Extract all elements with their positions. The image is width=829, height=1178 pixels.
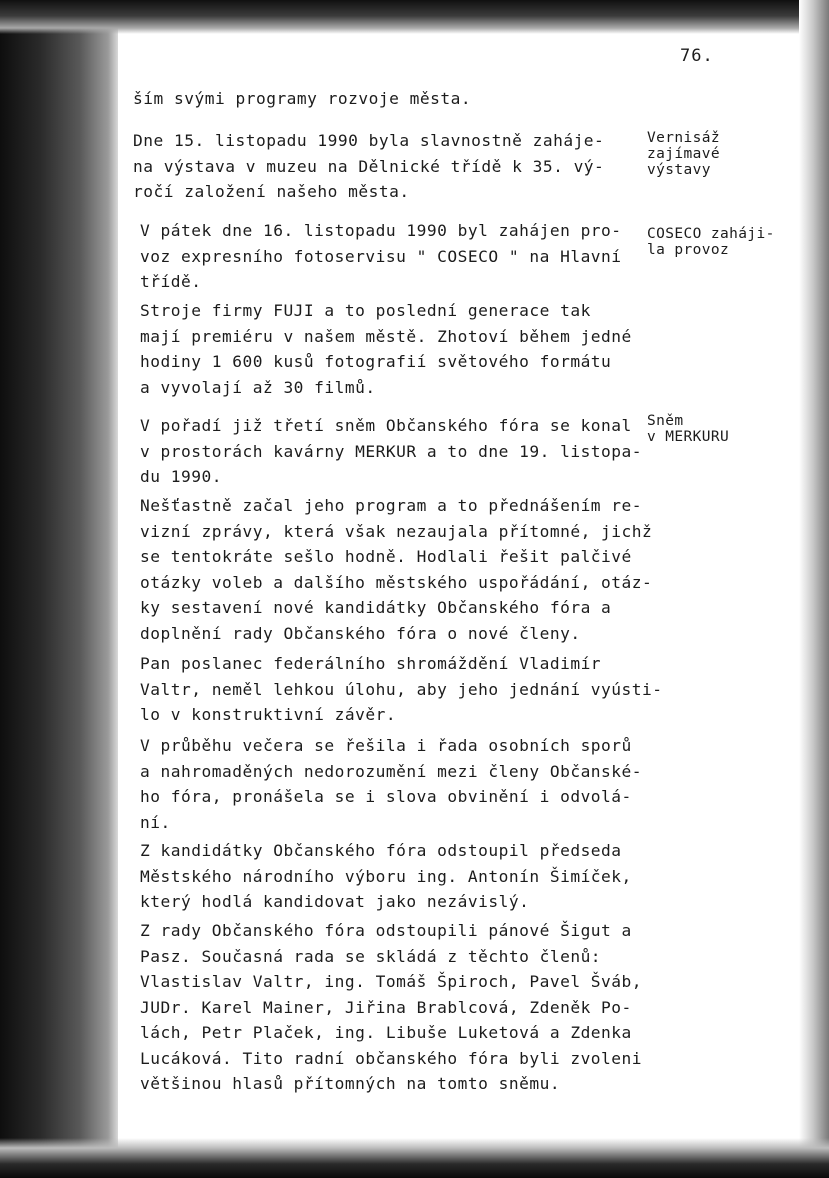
paragraph-rada: Z rady Občanského fóra odstoupili pánové Šigut a Pasz. Současná rada se skládá z těchto členů: Vlastislav Valtr, ing. Tomáš Špiroch, Pavel Šváb, JUDr. Karel Mainer, Jiřina Brablcová, Zdeněk Po- lách, Petr Plaček, ing. Libuše Luketová a Zdenka Lucáková. Tito radní občanského fóra byli zvoleni většinou hlasů přítomných na tomto sněmu. bbox=[140, 921, 643, 1093]
paragraph-kandidatka: Z kandidátky Občanského fóra odstoupil předseda Městského národního výboru ing. Antonín Šimíček, který hodlá kandidovat jako nezávislý. bbox=[140, 841, 632, 911]
margin-note-vernisaz: Vernisáž zajímavé výstavy bbox=[647, 130, 721, 178]
paragraph-program: Nešťastně začal jeho program a to přednášením re- vizní zprávy, která však nezaujala přítomné, jichž se tentokráte sešlo hodně. Hodlali řešit palčivé otázky voleb a dalšího městského uspořádání, otáz- ky sestavení nové kandidátky Občanského fóra a doplnění rady Občanského fóra o nové členy. bbox=[140, 496, 653, 643]
paragraph-intro: ším svými programy rozvoje města. bbox=[133, 89, 472, 108]
paragraph-vecer: V průběhu večera se řešila i řada osobních sporů a nahromaděných nedorozumění mezi členy Občanské- ho fóra, pronášela se i slova obvinění i odvolá- ní. bbox=[140, 736, 643, 832]
margin-note-coseco: COSECO zaháji- la provoz bbox=[647, 226, 775, 258]
paragraph-poslanec: Pan poslanec federálního shromáždění Vladimír Valtr, neměl lehkou úlohu, aby jeho jednání vyústi- lo v konstruktivní závěr. bbox=[140, 654, 663, 724]
scan-shadow-left bbox=[0, 0, 118, 1178]
paragraph-exhibition: Dne 15. listopadu 1990 byla slavnostně zaháje- na výstava v muzeu na Dělnické třídě k 35. vý- ročí založení našeho města. bbox=[133, 131, 605, 201]
page-number: 76. bbox=[680, 46, 714, 66]
paragraph-fuji: Stroje firmy FUJI a to poslední generace tak mají premiéru v našem městě. Zhotoví během jedné hodiny 1 600 kusů fotografií světového formátu a vyvolají až 30 filmů. bbox=[140, 301, 632, 397]
margin-note-snem: Sněm v MERKURU bbox=[647, 413, 730, 445]
scan-shadow-bottom bbox=[0, 1138, 829, 1178]
scan-shadow-top bbox=[0, 0, 829, 34]
paragraph-snem: V pořadí již třetí sněm Občanského fóra se konal v prostorách kavárny MERKUR a to dne 19. listopa- du 1990. bbox=[140, 416, 643, 486]
paragraph-coseco: V pátek dne 16. listopadu 1990 byl zahájen pro- voz expresního fotoservisu " COSECO " na Hlavní třídě. bbox=[140, 221, 622, 291]
